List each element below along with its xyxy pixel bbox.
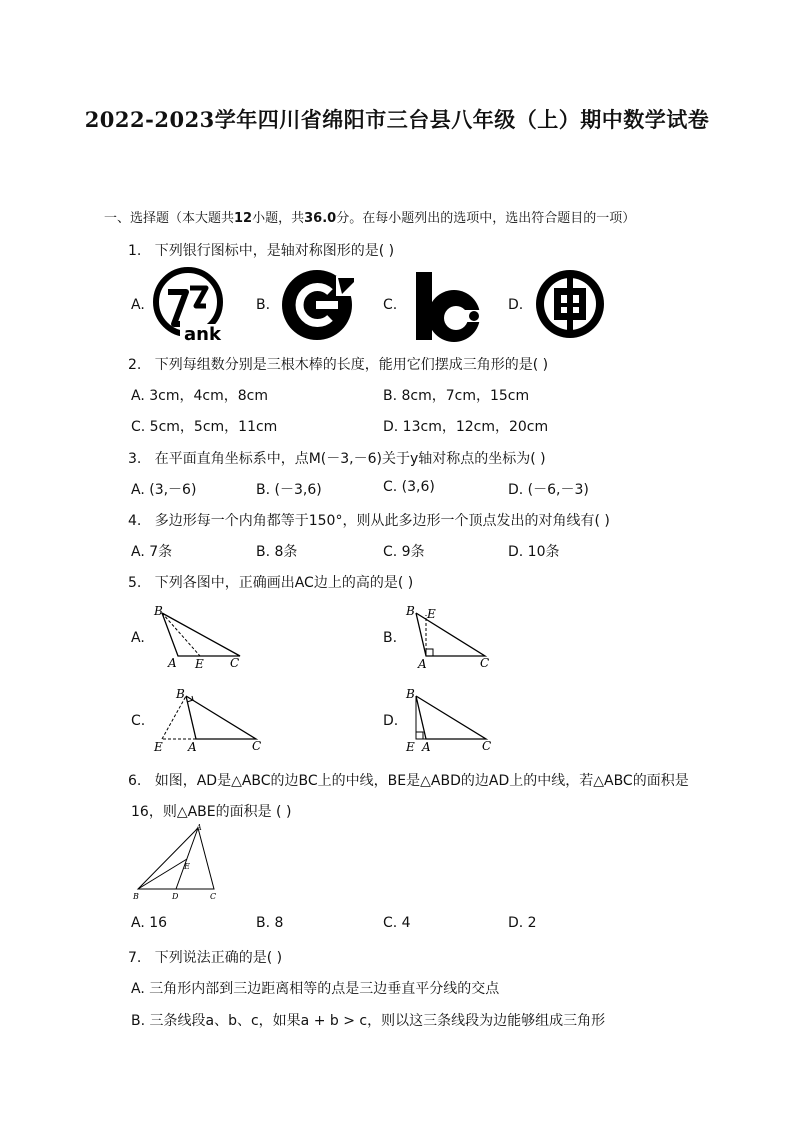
point-label-b: B	[133, 892, 139, 901]
question-number: 7.	[128, 950, 142, 966]
question-text: 在平面直角坐标系中，点M(－3,－6)关于y轴对称点的坐标为( )	[154, 451, 546, 467]
q5-option-d-label: D.	[383, 713, 399, 729]
bank-logo-b	[280, 268, 356, 342]
question-text: 下列每组数分别是三根木棒的长度，能用它们摆成三角形的是( )	[154, 357, 549, 373]
point-label-c: C	[230, 656, 240, 670]
section-mid2: 分。在每小题列出的选项中，选出符合题目的一项）	[336, 211, 636, 226]
q4-option-d: D. 10条	[508, 544, 560, 560]
question-6	[128, 770, 689, 790]
point-label-d: D	[172, 892, 179, 901]
question-2	[128, 354, 548, 374]
point-label-e: E	[184, 862, 190, 871]
point-label-b: B	[406, 604, 415, 618]
q5-option-a-label: A.	[131, 630, 145, 646]
q7-option-b: B. 三条线段a、b、c，如果a + b > c，则以这三条线段为边能够组成三角形	[131, 1013, 606, 1029]
q4-option-c: C. 9条	[383, 544, 425, 560]
q3-option-a: A. (3,－6)	[131, 482, 197, 498]
point-label-e: E	[154, 740, 163, 754]
logo-a-text: ank	[184, 324, 221, 344]
question-7	[128, 947, 282, 967]
q6-option-d: D. 2	[508, 915, 537, 931]
point-label-b: B	[176, 687, 185, 701]
q6-option-c: C. 4	[383, 915, 411, 931]
point-label-a: A	[418, 657, 427, 671]
question-4	[128, 510, 610, 530]
q1-option-d-label: D.	[508, 297, 524, 313]
question-number: 3.	[128, 451, 142, 467]
question-text: 下列各图中，正确画出AC边上的高的是( )	[154, 575, 414, 591]
q7-option-a: A. 三角形内部到三边距离相等的点是三边垂直平分线的交点	[131, 981, 500, 997]
q6-figure	[130, 822, 230, 904]
q2-option-b: B. 8cm，7cm，15cm	[383, 388, 530, 404]
q4-option-a: A. 7条	[131, 544, 173, 560]
section-mid1: 小题，共	[252, 211, 305, 226]
point-label-b: B	[406, 687, 415, 701]
q3-option-b: B. (－3,6)	[256, 482, 322, 498]
point-label-c: C	[482, 739, 492, 753]
q5-figure-d	[400, 684, 500, 756]
q6-option-b: B. 8	[256, 915, 284, 931]
question-number: 6.	[128, 773, 142, 789]
section-count: 12	[234, 211, 253, 226]
q2-option-d: D. 13cm，12cm，20cm	[383, 419, 549, 435]
q3-option-c: C. (3,6)	[383, 479, 435, 495]
q1-option-b-label: B.	[256, 297, 271, 313]
section-header	[104, 207, 635, 226]
q5-figure-c	[148, 684, 272, 756]
q2-option-c: C. 5cm，5cm，11cm	[131, 419, 278, 435]
section-label: 一、选择题（本大题共	[104, 211, 235, 226]
point-label-c: C	[252, 739, 262, 753]
point-label-b: B	[154, 604, 163, 618]
bank-logo-c	[412, 266, 488, 344]
point-label-a: A	[196, 823, 202, 832]
question-number: 4.	[128, 513, 142, 529]
question-text: 多边形每一个内角都等于150°，则从此多边形一个顶点发出的对角线有( )	[154, 513, 610, 529]
point-label-a: A	[422, 740, 431, 754]
question-number: 2.	[128, 357, 142, 373]
q5-option-c-label: C.	[131, 713, 146, 729]
question-number: 1.	[128, 243, 142, 259]
question-text: 下列说法正确的是( )	[154, 950, 283, 966]
q5-figure-a	[150, 603, 250, 673]
point-label-c: C	[480, 656, 490, 670]
q1-option-a-label: A.	[131, 297, 145, 313]
q3-option-d: D. (－6,－3)	[508, 482, 589, 498]
section-score: 36.0	[304, 211, 337, 226]
bank-logo-d	[533, 267, 607, 341]
question-6-line2: 16，则△ABE的面积是 ( )	[131, 804, 292, 820]
bank-logo-a	[150, 266, 232, 344]
question-3	[128, 448, 546, 468]
q5-figure-b	[400, 603, 500, 673]
question-number: 5.	[128, 575, 142, 591]
q5-option-b-label: B.	[383, 630, 398, 646]
question-5	[128, 572, 413, 592]
q1-option-c-label: C.	[383, 297, 398, 313]
question-text-line1: 如图，AD是△ABC的边BC上的中线，BE是△ABD的边AD上的中线，若△ABC的面积是	[154, 773, 689, 789]
q2-option-a: A. 3cm，4cm，8cm	[131, 388, 268, 404]
point-label-e: E	[406, 740, 415, 754]
point-label-c: C	[210, 892, 217, 901]
point-label-a: A	[188, 740, 197, 754]
q6-option-a: A. 16	[131, 915, 168, 931]
point-label-a: A	[168, 656, 177, 670]
question-text: 下列银行图标中，是轴对称图形的是( )	[154, 243, 395, 259]
point-label-e: E	[427, 607, 436, 621]
q4-option-b: B. 8条	[256, 544, 298, 560]
question-1	[128, 240, 394, 260]
point-label-e: E	[195, 657, 204, 671]
page-title: 2022-2023学年四川省绵阳市三台县八年级（上）期中数学试卷	[84, 107, 710, 132]
